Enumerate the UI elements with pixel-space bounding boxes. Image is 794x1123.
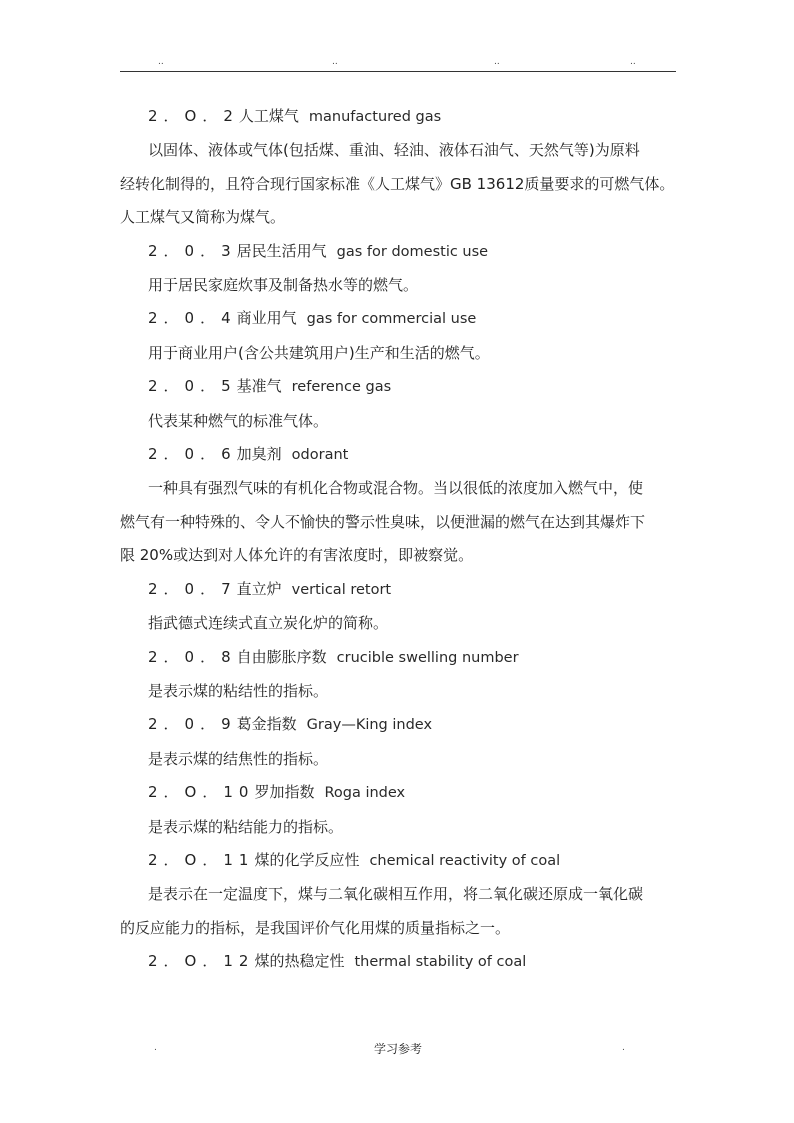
term-number: 2．0．3 [148,241,237,260]
term-english: chemical reactivity of coal [369,852,561,869]
definition-line: 用于居民家庭炊事及制备热水等的燃气。 [148,276,419,295]
term-chinese: 加臭剂 [236,445,282,464]
page-footer [120,1040,676,1060]
term-chinese: 人工煤气 [238,107,299,125]
term-english: gas for commercial use [306,311,477,328]
term-heading [120,235,676,269]
term-heading [120,708,676,742]
header-dot: .. [494,57,500,67]
definition-line: 以固体、液体或气体(包括煤、重油、轻油、液体石油气、天然气等)为原料 [148,141,640,160]
term-number: 2．O．10 [148,783,255,802]
header-dot: .. [630,57,636,67]
term-english: Roga index [324,785,406,802]
footer-label: 学习参考 [373,1042,422,1056]
term-heading [120,302,676,336]
term-english: thermal stability of coal [354,954,527,971]
term-english: gas for domestic use [336,243,489,260]
footer-dot: . [154,1043,157,1053]
term-chinese: 直立炉 [236,579,282,598]
term-heading [120,573,676,607]
definition-line: 燃气有一种特殊的、令人不愉快的警示性臭味，以便泄漏的燃气在达到其爆炸下 [120,512,646,531]
definition-line: 是表示在一定温度下，煤与二氧化碳相互作用，将二氧化碳还原成一氧化碳 [148,885,644,904]
definition-line: 是表示煤的粘结能力的指标。 [148,817,344,836]
term-number: 2．0．7 [148,579,237,598]
term-heading [120,370,676,404]
term-chinese: 基准气 [236,377,282,396]
term-heading [120,776,676,810]
term-english: odorant [291,447,349,464]
definition-line: 是表示煤的结焦性的指标。 [148,749,329,768]
term-number: 2．0．5 [148,377,237,396]
term-chinese: 煤的化学反应性 [254,850,360,869]
term-heading [120,641,676,675]
definition-line: 经转化制得的，且符合现行国家标准《人工煤气》GB 13612质量要求的可燃气体。 [120,174,675,193]
term-english: manufactured gas [308,109,442,125]
term-number: 2．O．11 [148,850,255,869]
term-english: vertical retort [291,581,392,598]
term-chinese: 葛金指数 [236,715,297,734]
term-english: crucible swelling number [336,649,519,666]
term-chinese: 罗加指数 [254,783,315,802]
term-heading [120,438,676,472]
definition-line: 是表示煤的粘结性的指标。 [148,681,329,700]
term-number: 2．O．12 [148,952,255,971]
definition-line: 的反应能力的指标，是我国评价气化用煤的质量指标之一。 [120,918,511,937]
term-chinese: 自由膨胀序数 [236,647,327,666]
definition-line: 代表某种燃气的标准气体。 [148,411,329,430]
definition-line: 人工煤气又简称为煤气。 [120,208,286,227]
header-dot: .. [158,57,164,67]
term-number: 2．0．8 [148,647,237,666]
term-heading [120,844,676,878]
term-number: 2．0．6 [148,445,237,464]
term-english: Gray—King index [306,717,433,734]
term-chinese: 居民生活用气 [236,241,327,260]
footer-dot: . [622,1043,625,1053]
term-english: reference gas [291,379,392,396]
term-heading [120,945,676,979]
definition-line: 用于商业用户(含公共建筑用户)生产和生活的燃气。 [148,343,490,362]
definition-line: 一种具有强烈气味的有机化合物或混合物。当以很低的浓度加入燃气中，使 [148,479,644,498]
header-rule [120,71,676,72]
definition-line: 指武德式连续式直立炭化炉的简称。 [148,614,389,633]
term-number: 2．0．4 [148,309,237,328]
term-chinese: 煤的热稳定性 [254,952,345,971]
header-dot: .. [332,57,338,67]
term-chinese: 商业用气 [236,309,297,328]
page-header [120,58,676,70]
term-heading [120,100,676,134]
document-body [120,100,676,980]
definition-line: 限 20%或达到对人体允许的有害浓度时，即被察觉。 [120,546,474,565]
term-number: 2．O．2 [148,107,239,125]
term-number: 2．0．9 [148,715,237,734]
